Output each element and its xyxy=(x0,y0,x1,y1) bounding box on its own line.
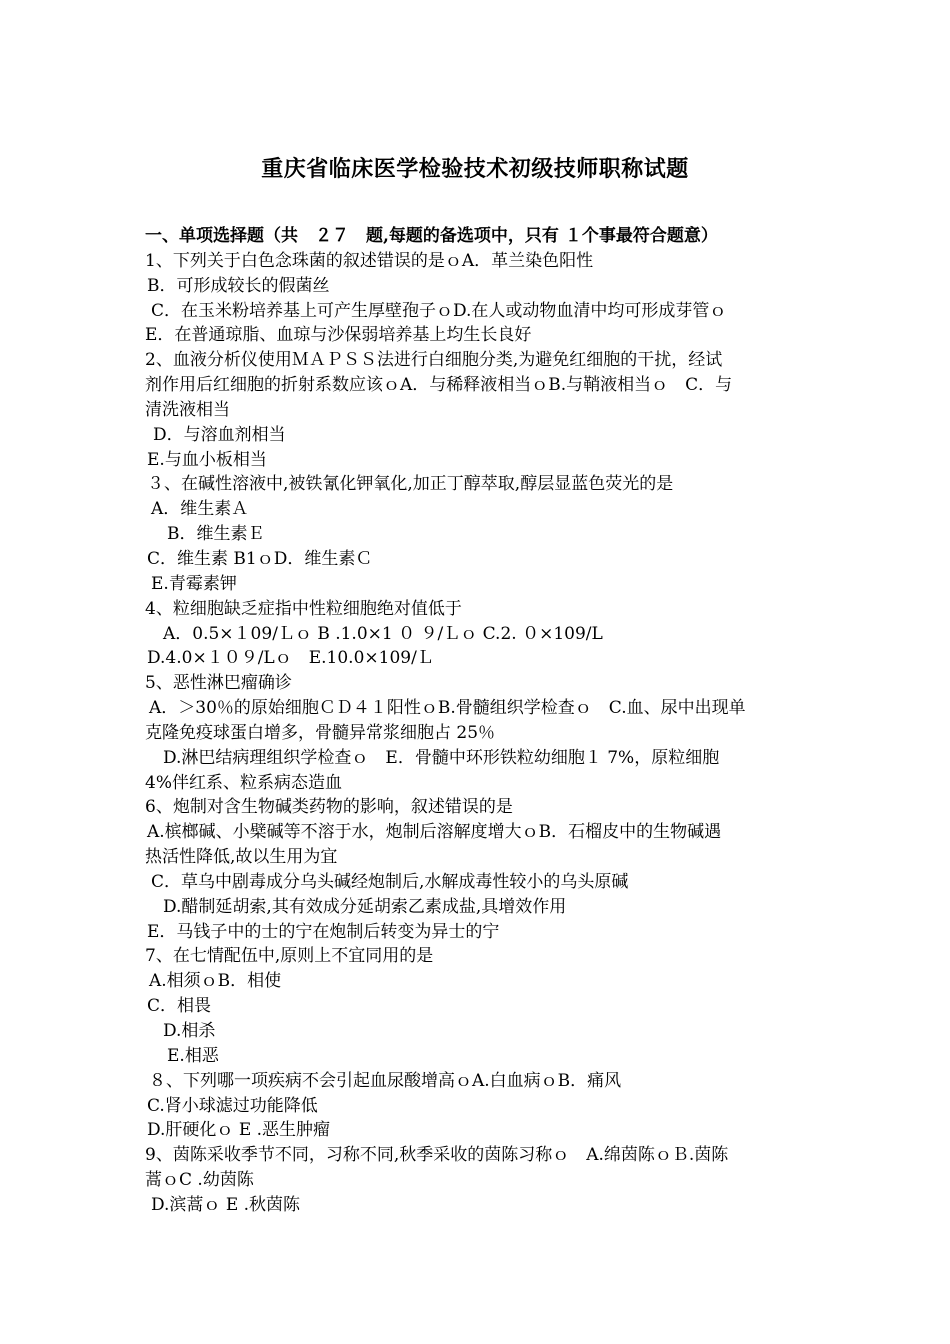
document-title: 重庆省临床医学检验技术初级技师职称试题 xyxy=(261,156,689,182)
question-line: A．维生素Ａ xyxy=(151,499,249,520)
question-line: D.醋制延胡索,其有效成分延胡索乙素成盐,具增效作用 xyxy=(163,896,567,917)
question-line: A.相须ｏB．相使 xyxy=(149,971,282,992)
question-line: C．草乌中剧毒成分乌头碱经炮制后,水解成毒性较小的乌头原碱 xyxy=(151,871,629,892)
question-line: E．马钱子中的士的宁在炮制后转变为异士的宁 xyxy=(147,921,500,942)
question-line: D.淋巴结病理组织学检查ｏ E．骨髓中环形铁粒幼细胞１ 7%，原粒细胞 xyxy=(163,747,720,768)
question-line: D.肝硬化ｏ E .恶生肿瘤 xyxy=(147,1120,331,1141)
question-line: D.4.0×１０９/Lｏ E.10.0×109/Ｌ xyxy=(147,648,434,669)
question-line: ８、下列哪一项疾病不会引起血尿酸增高ｏA.白血病ｏB．痛风 xyxy=(149,1070,622,1091)
question-line: A．0.5×１09/Ｌｏ B .1.0×1 ０ ９/Ｌｏ C.2. ０×109/L xyxy=(163,623,603,644)
question-line: A.槟榔碱、小檗碱等不溶于水，炮制后溶解度增大ｏB．石榴皮中的生物碱遇 xyxy=(147,822,722,843)
question-line: 9、茵陈采收季节不同，习称不同,秋季采收的茵陈习称ｏ A.绵茵陈ｏＢ.茵陈 xyxy=(145,1145,729,1166)
question-line: E.与血小板相当 xyxy=(147,449,267,470)
question-line: 热活性降低,故以生用为宜 xyxy=(145,847,338,868)
question-line: C．维生素 B1ｏD．维生素Ｃ xyxy=(147,548,373,569)
question-line: 5、恶性淋巴瘤确诊 xyxy=(145,673,292,694)
question-line: B．可形成较长的假菌丝 xyxy=(147,275,330,296)
question-line: D.相杀 xyxy=(163,1021,216,1041)
question-line: C.肾小球滤过功能降低 xyxy=(147,1095,318,1116)
section-heading: 一、单项选择题（共 ２７ 题,每题的备选项中，只有 １个事最符合题意） xyxy=(145,226,718,246)
question-line: E.相恶 xyxy=(167,1045,219,1066)
question-body xyxy=(145,224,810,1218)
question-line: 2、血液分析仪使用ＭＡＰＳＳ法进行白细胞分类,为避免红细胞的干扰，经试 xyxy=(145,350,723,371)
question-line: D．与溶血剂相当 xyxy=(153,424,286,445)
question-line: 蒿ｏC .幼茵陈 xyxy=(145,1170,254,1191)
question-line: 1、下列关于白色念珠菌的叙述错误的是ｏA．革兰染色阳性 xyxy=(145,250,594,271)
question-line: 克隆免疫球蛋白增多，骨髓异常浆细胞占 25％ xyxy=(145,722,496,743)
question-line: E．在普通琼脂、血琼与沙保弱培养基上均生长良好 xyxy=(145,325,532,346)
question-line: 剂作用后红细胞的折射系数应该ｏA．与稀释液相当ｏB.与鞘液相当ｏ C．与 xyxy=(145,375,733,396)
question-line: 清洗液相当 xyxy=(145,399,230,420)
question-line: C．在玉米粉培养基上可产生厚壁孢子ｏD.在人或动物血清中均可形成芽管ｏ xyxy=(151,300,727,321)
question-line: 4%伴红系、粒系病态造血 xyxy=(145,772,342,793)
question-line: C．相畏 xyxy=(147,996,212,1017)
question-line: B．维生素Ｅ xyxy=(167,524,265,545)
question-line: 6、炮制对含生物碱类药物的影响，叙述错误的是 xyxy=(145,797,513,818)
question-line: A．＞30％的原始细胞ＣＤ４１阳性ｏB.骨髓组织学检查ｏ C.血、尿中出现单 xyxy=(149,698,746,719)
question-line: ３、在碱性溶液中,被铁氰化钾氧化,加正丁醇萃取,醇层显蓝色荧光的是 xyxy=(147,474,674,495)
question-line: D.滨蒿ｏ E .秋茵陈 xyxy=(151,1194,301,1215)
question-line: 4、粒细胞缺乏症指中性粒细胞绝对值低于 xyxy=(145,598,462,619)
question-line: 7、在七情配伍中,原则上不宜同用的是 xyxy=(145,946,434,967)
question-line: E.青霉素钾 xyxy=(151,573,237,594)
